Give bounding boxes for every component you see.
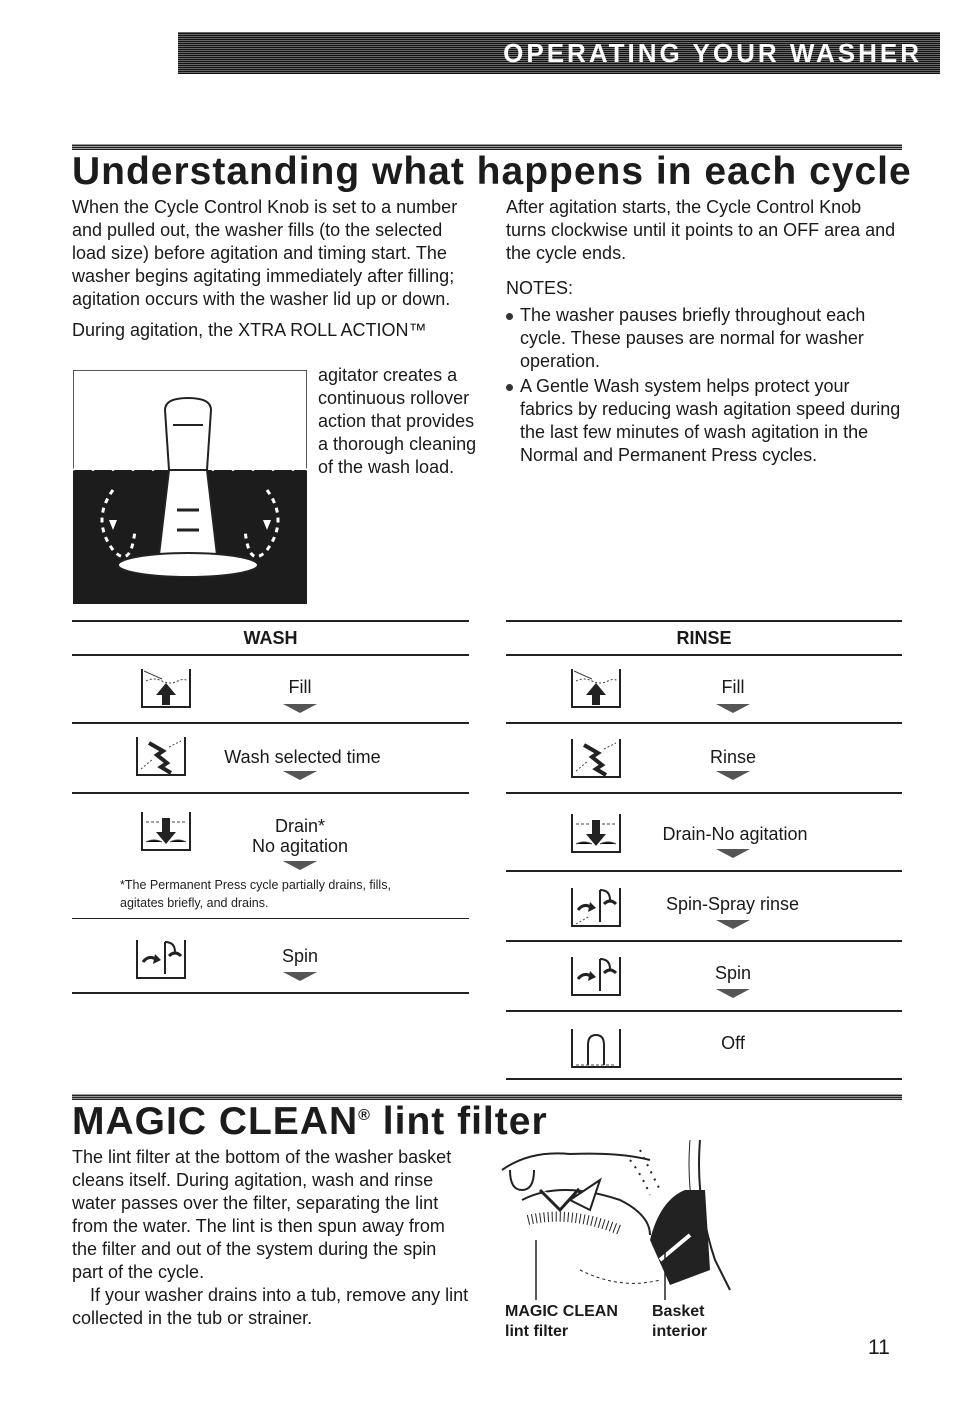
cycle-section-title: Understanding what happens in each cycle bbox=[72, 150, 912, 193]
rinse-heading: RINSE bbox=[676, 628, 732, 648]
wash-step-wash: Wash selected time bbox=[224, 747, 381, 767]
rinse-step-rule bbox=[506, 870, 902, 872]
cycle-right-paragraph: After agitation starts, the Cycle Control Knob turns clockwise until it points to an OFF area and the cycle ends. bbox=[506, 197, 896, 263]
cycle-left-text bbox=[72, 196, 472, 342]
wash-step-fill: Fill bbox=[288, 677, 312, 697]
lint-title-end: lint filter bbox=[370, 1100, 548, 1143]
caption-basket-interior bbox=[652, 1302, 707, 1342]
caption-basket-line2: interior bbox=[652, 1323, 708, 1340]
wash-step-drain-sublabel: No agitation bbox=[251, 836, 349, 856]
down-arrow-icon bbox=[716, 920, 750, 929]
down-arrow-icon bbox=[716, 989, 750, 998]
page-number: 11 bbox=[868, 1336, 890, 1359]
section-header-bar bbox=[178, 32, 940, 74]
rinse-step-spin-spray: Spin-Spray rinse bbox=[665, 894, 800, 914]
cycle-paragraph-2-rest: agitator creates a continuous rollover action that provides a thorough cleaning of the wash load. bbox=[318, 365, 477, 477]
lint-paragraph-1: The lint filter at the bottom of the washer basket cleans itself. During agitation, wash and rinse water passes over the filter, separating the lint from the water. The lint is then spun away from the filter and out of the system during the spin part of the cycle. bbox=[72, 1147, 452, 1282]
section-header-title: OPERATING YOUR WASHER bbox=[503, 37, 922, 68]
wash-step-drain: Drain* bbox=[274, 816, 326, 836]
rinse-step-rule bbox=[506, 722, 902, 724]
wash-heading-rule bbox=[72, 654, 469, 656]
drain-icon bbox=[570, 810, 622, 854]
lint-title-main: MAGIC CLEAN bbox=[72, 1100, 359, 1143]
agitator-illustration bbox=[73, 370, 307, 604]
note-item bbox=[506, 304, 906, 373]
down-arrow-icon bbox=[716, 849, 750, 858]
off-icon bbox=[570, 1025, 622, 1069]
bullet-icon bbox=[506, 313, 513, 320]
rinse-step-rule bbox=[506, 1010, 902, 1012]
wash-bottom-rule bbox=[72, 992, 469, 994]
down-arrow-icon bbox=[283, 704, 317, 713]
spin-spray-icon bbox=[570, 884, 622, 928]
rinse-step-rule bbox=[506, 940, 902, 942]
wash-icon bbox=[135, 733, 187, 777]
rinse-step-drain: Drain-No agitation bbox=[662, 824, 808, 844]
down-arrow-icon bbox=[283, 861, 317, 870]
note-text: The washer pauses briefly throughout each cycle. These pauses are normal for washer operation. bbox=[520, 305, 866, 371]
down-arrow-icon bbox=[283, 771, 317, 780]
cycle-paragraph-2-start: During agitation, the XTRA ROLL ACTION™ bbox=[72, 320, 427, 340]
rinse-step-spin: Spin bbox=[714, 963, 752, 983]
spin-icon bbox=[135, 936, 187, 980]
wash-step-rule bbox=[72, 722, 469, 724]
caption-lint-filter-line2: lint filter bbox=[505, 1323, 569, 1340]
down-arrow-icon bbox=[716, 704, 750, 713]
cycle-right-text bbox=[506, 196, 906, 467]
rinse-heading-rule bbox=[506, 654, 902, 656]
lint-filter-illustration bbox=[500, 1140, 740, 1305]
rinse-step-off: Off bbox=[721, 1033, 745, 1053]
note-text: A Gentle Wash system helps protect your fabrics by reducing wash agitation speed during the last few minutes of wash agitation in the Normal and Permanent Press cycles. bbox=[520, 376, 901, 465]
wash-footnote: *The Permanent Press cycle partially drains, fills, agitates briefly, and drains. bbox=[120, 878, 391, 910]
spin-icon bbox=[570, 953, 622, 997]
down-arrow-icon bbox=[283, 972, 317, 981]
lint-paragraph-2: If your washer drains into a tub, remove any lint collected in the tub or strainer. bbox=[72, 1285, 469, 1328]
down-arrow-icon bbox=[716, 771, 750, 780]
lint-section-title bbox=[72, 1100, 548, 1144]
cycle-paragraph-1: When the Cycle Control Knob is set to a number and pulled out, the washer fills (to the selected load size) before agitation and timing start. The washer begins agitating immediately after filling; agitation occurs with the washer lid up or down. bbox=[72, 197, 458, 309]
rinse-top-rule bbox=[506, 620, 902, 622]
lint-title-reg: ® bbox=[358, 1107, 371, 1124]
wash-heading: WASH bbox=[243, 628, 298, 648]
drain-icon bbox=[140, 808, 192, 852]
notes-heading: NOTES: bbox=[506, 278, 574, 298]
fill-icon bbox=[140, 665, 192, 709]
caption-basket-line1: Basket bbox=[652, 1303, 705, 1320]
wash-step-rule bbox=[72, 918, 469, 919]
caption-lint-filter bbox=[505, 1302, 618, 1342]
caption-lint-filter-line1: MAGIC CLEAN bbox=[505, 1303, 618, 1320]
wash-step-rule bbox=[72, 792, 469, 794]
wash-top-rule bbox=[72, 620, 469, 622]
rinse-step-fill: Fill bbox=[721, 677, 745, 697]
note-item bbox=[506, 375, 906, 467]
wash-step-spin: Spin bbox=[281, 946, 319, 966]
rinse-step-rule bbox=[506, 792, 902, 794]
bullet-icon bbox=[506, 384, 513, 391]
lint-text bbox=[72, 1146, 472, 1330]
rinse-icon bbox=[570, 735, 622, 779]
fill-icon bbox=[570, 665, 622, 709]
rinse-step-rinse: Rinse bbox=[709, 747, 757, 767]
rinse-bottom-rule bbox=[506, 1078, 902, 1080]
